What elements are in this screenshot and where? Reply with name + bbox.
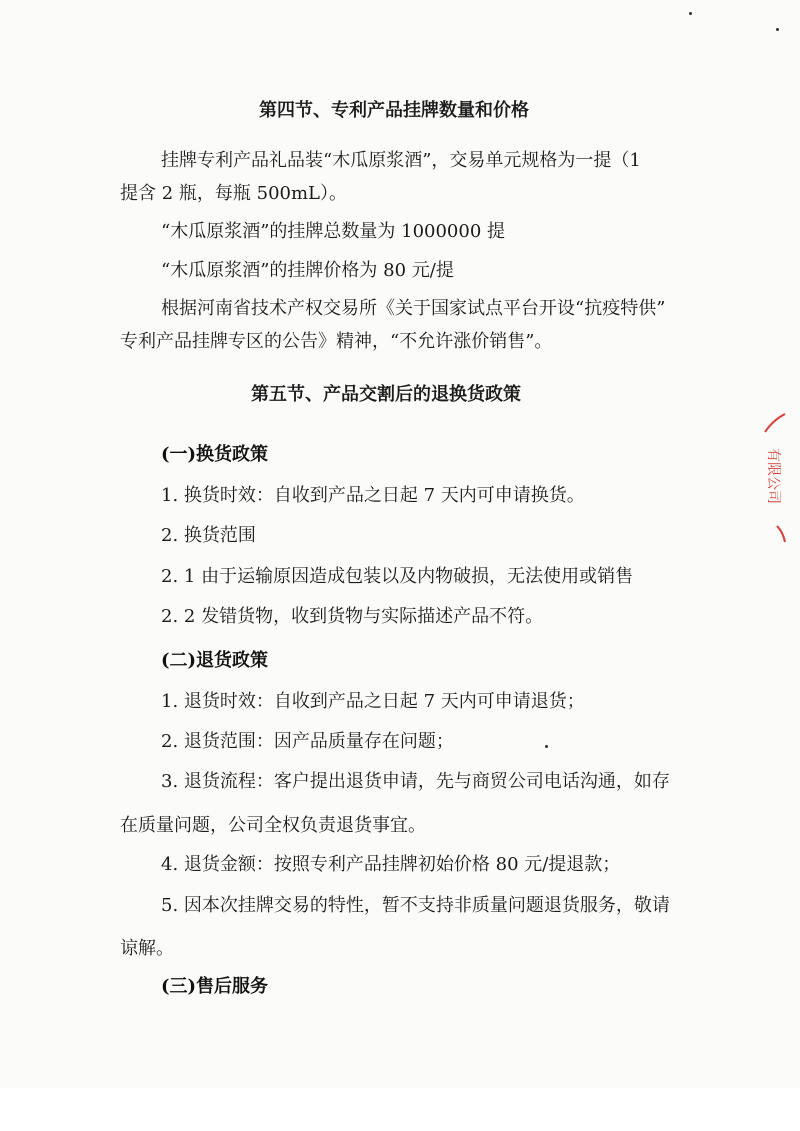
list-item: 谅解。: [120, 938, 174, 959]
seal-text: 有限公司: [765, 448, 781, 504]
list-item: 4. 退货金额：按照专利产品挂牌初始价格 80 元/提退款；: [161, 854, 621, 875]
scan-speck: [689, 12, 692, 15]
list-item: 在质量问题，公司全权负责退货事宜。: [120, 815, 426, 836]
scan-bottom-margin: [0, 1088, 800, 1131]
return-policy-heading: (二)退货政策: [161, 650, 269, 671]
list-item: 3. 退货流程：客户提出退货申请，先与商贸公司电话沟通，如存: [161, 771, 670, 792]
scan-speck: [776, 28, 779, 31]
list-item: 2. 退货范围：因产品质量存在问题；: [161, 731, 454, 752]
list-item: 2. 换货范围: [161, 525, 256, 546]
section5-title: 第五节、产品交割后的退换货政策: [251, 384, 521, 405]
list-item: 2. 1 由于运输原因造成包装以及内物破损，无法使用或销售: [161, 566, 634, 587]
aftersales-heading: (三)售后服务: [161, 976, 269, 997]
paragraph-line: “木瓜原浆酒”的挂牌价格为 80 元/提: [161, 260, 454, 281]
company-seal-stamp: [755, 408, 795, 548]
list-item: 1. 退货时效：自收到产品之日起 7 天内可申请退货；: [161, 691, 585, 712]
paragraph-line: 专利产品挂牌专区的公告》精神，“不允许涨价销售”。: [120, 331, 553, 352]
exchange-policy-heading: (一)换货政策: [161, 444, 269, 465]
scan-speck: [545, 745, 548, 748]
paragraph-line: “木瓜原浆酒”的挂牌总数量为 1000000 提: [161, 221, 506, 242]
list-item: 5. 因本次挂牌交易的特性，暂不支持非质量问题退货服务，敬请: [161, 895, 670, 916]
paragraph-line: 提含 2 瓶，每瓶 500mL）。: [120, 183, 347, 204]
list-item: 1. 换货时效：自收到产品之日起 7 天内可申请换货。: [161, 485, 585, 506]
section4-title: 第四节、专利产品挂牌数量和价格: [259, 100, 529, 121]
paragraph-line: 根据河南省技术产权交易所《关于国家试点平台开设“抗疫特供”: [161, 298, 666, 319]
paragraph-line: 挂牌专利产品礼品装“木瓜原浆酒”，交易单元规格为一提（1: [161, 150, 641, 171]
list-item: 2. 2 发错货物，收到货物与实际描述产品不符。: [161, 606, 544, 627]
